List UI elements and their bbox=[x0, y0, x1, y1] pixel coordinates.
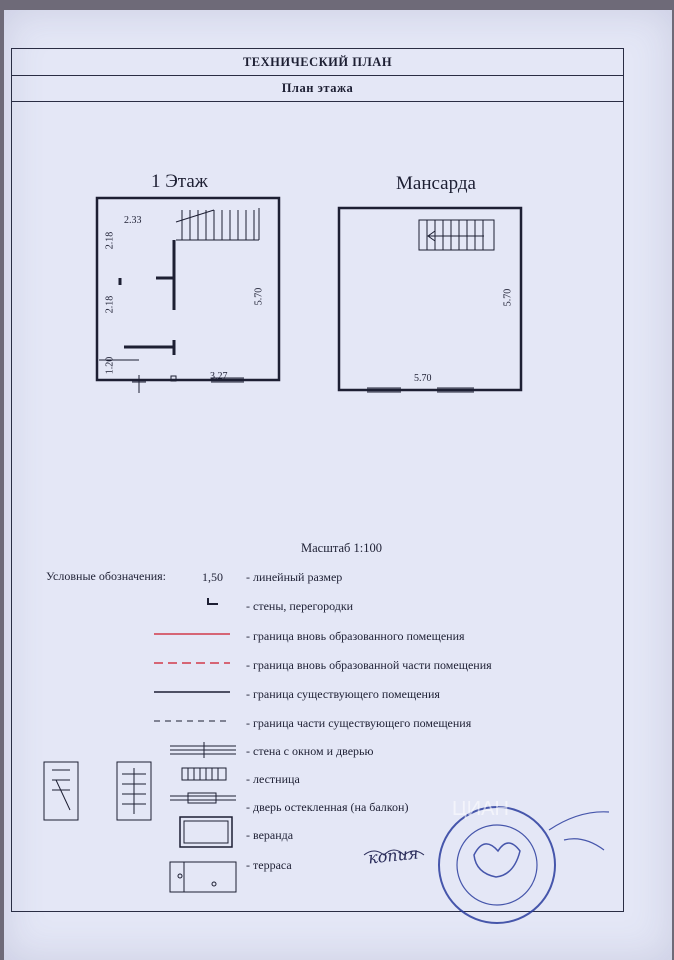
legend-item-walls: - стены, перегородки bbox=[246, 599, 354, 613]
first-floor-title: 1 Этаж bbox=[151, 171, 208, 192]
scale-label: Масштаб 1:100 bbox=[301, 541, 382, 555]
legend-heading: Условные обозначения: bbox=[46, 569, 167, 583]
legend-terrace bbox=[170, 862, 236, 892]
legend-glazed-door bbox=[170, 793, 236, 803]
attic-plan bbox=[339, 208, 521, 392]
dim-left-lower: 1.20 bbox=[104, 356, 116, 375]
legend-veranda bbox=[180, 817, 232, 847]
legend-wall-symbol bbox=[208, 598, 218, 604]
attic-dim-right-height: 5.70 bbox=[502, 288, 514, 307]
watermark-logo: ЦИАН bbox=[452, 798, 509, 820]
attic-title: Мансарда bbox=[396, 173, 476, 194]
legend-item-existing-room-part: - граница части существующего помещения bbox=[246, 716, 472, 730]
legend-item-new-room-part: - граница вновь образованной части помещения bbox=[246, 658, 492, 672]
legend-item-staircase: - лестница bbox=[246, 772, 300, 786]
document-sheet bbox=[4, 10, 672, 960]
document-title: ТЕХНИЧЕСКИЙ ПЛАН bbox=[242, 54, 393, 69]
attic-dim-bottom-width: 5.70 bbox=[414, 373, 432, 384]
official-stamp bbox=[439, 807, 609, 923]
legend-symbols bbox=[44, 598, 236, 892]
legend-sample-value: 1,50 bbox=[202, 570, 223, 584]
legend-item-new-room: - граница вновь образованного помещения bbox=[246, 629, 465, 643]
dim-top-width: 2.33 bbox=[124, 215, 142, 226]
floor-plan-drawing bbox=[4, 10, 672, 960]
first-floor-staircase bbox=[176, 208, 259, 240]
legend-wall-window-door bbox=[170, 742, 236, 758]
attic-staircase bbox=[419, 220, 494, 250]
first-floor-door bbox=[132, 375, 176, 393]
first-floor-plan bbox=[97, 198, 279, 393]
legend-item-linear-dimension: - линейный размер bbox=[246, 570, 343, 584]
legend-stair-plan-b bbox=[117, 762, 151, 820]
dim-left-middle: 2.18 bbox=[104, 295, 116, 314]
dim-left-upper: 2.18 bbox=[104, 231, 116, 250]
legend-item-existing-room: - граница существующего помещения bbox=[246, 687, 440, 701]
dim-bottom-width: 3.27 bbox=[210, 371, 228, 382]
legend-stair-plan-a bbox=[44, 762, 78, 820]
legend-item-terrace: - терраса bbox=[246, 858, 292, 872]
legend-item-veranda: - веранда bbox=[246, 828, 294, 842]
document-subtitle: План этажа bbox=[281, 80, 354, 95]
legend-stair-symbol bbox=[182, 768, 226, 780]
legend-item-glazed-door: - дверь остекленная (на балкон) bbox=[246, 800, 409, 814]
dim-right-height: 5.70 bbox=[253, 287, 265, 306]
legend-item-wall-window-door: - стена с окном и дверью bbox=[246, 744, 374, 758]
signature-copy: копия bbox=[367, 843, 420, 868]
